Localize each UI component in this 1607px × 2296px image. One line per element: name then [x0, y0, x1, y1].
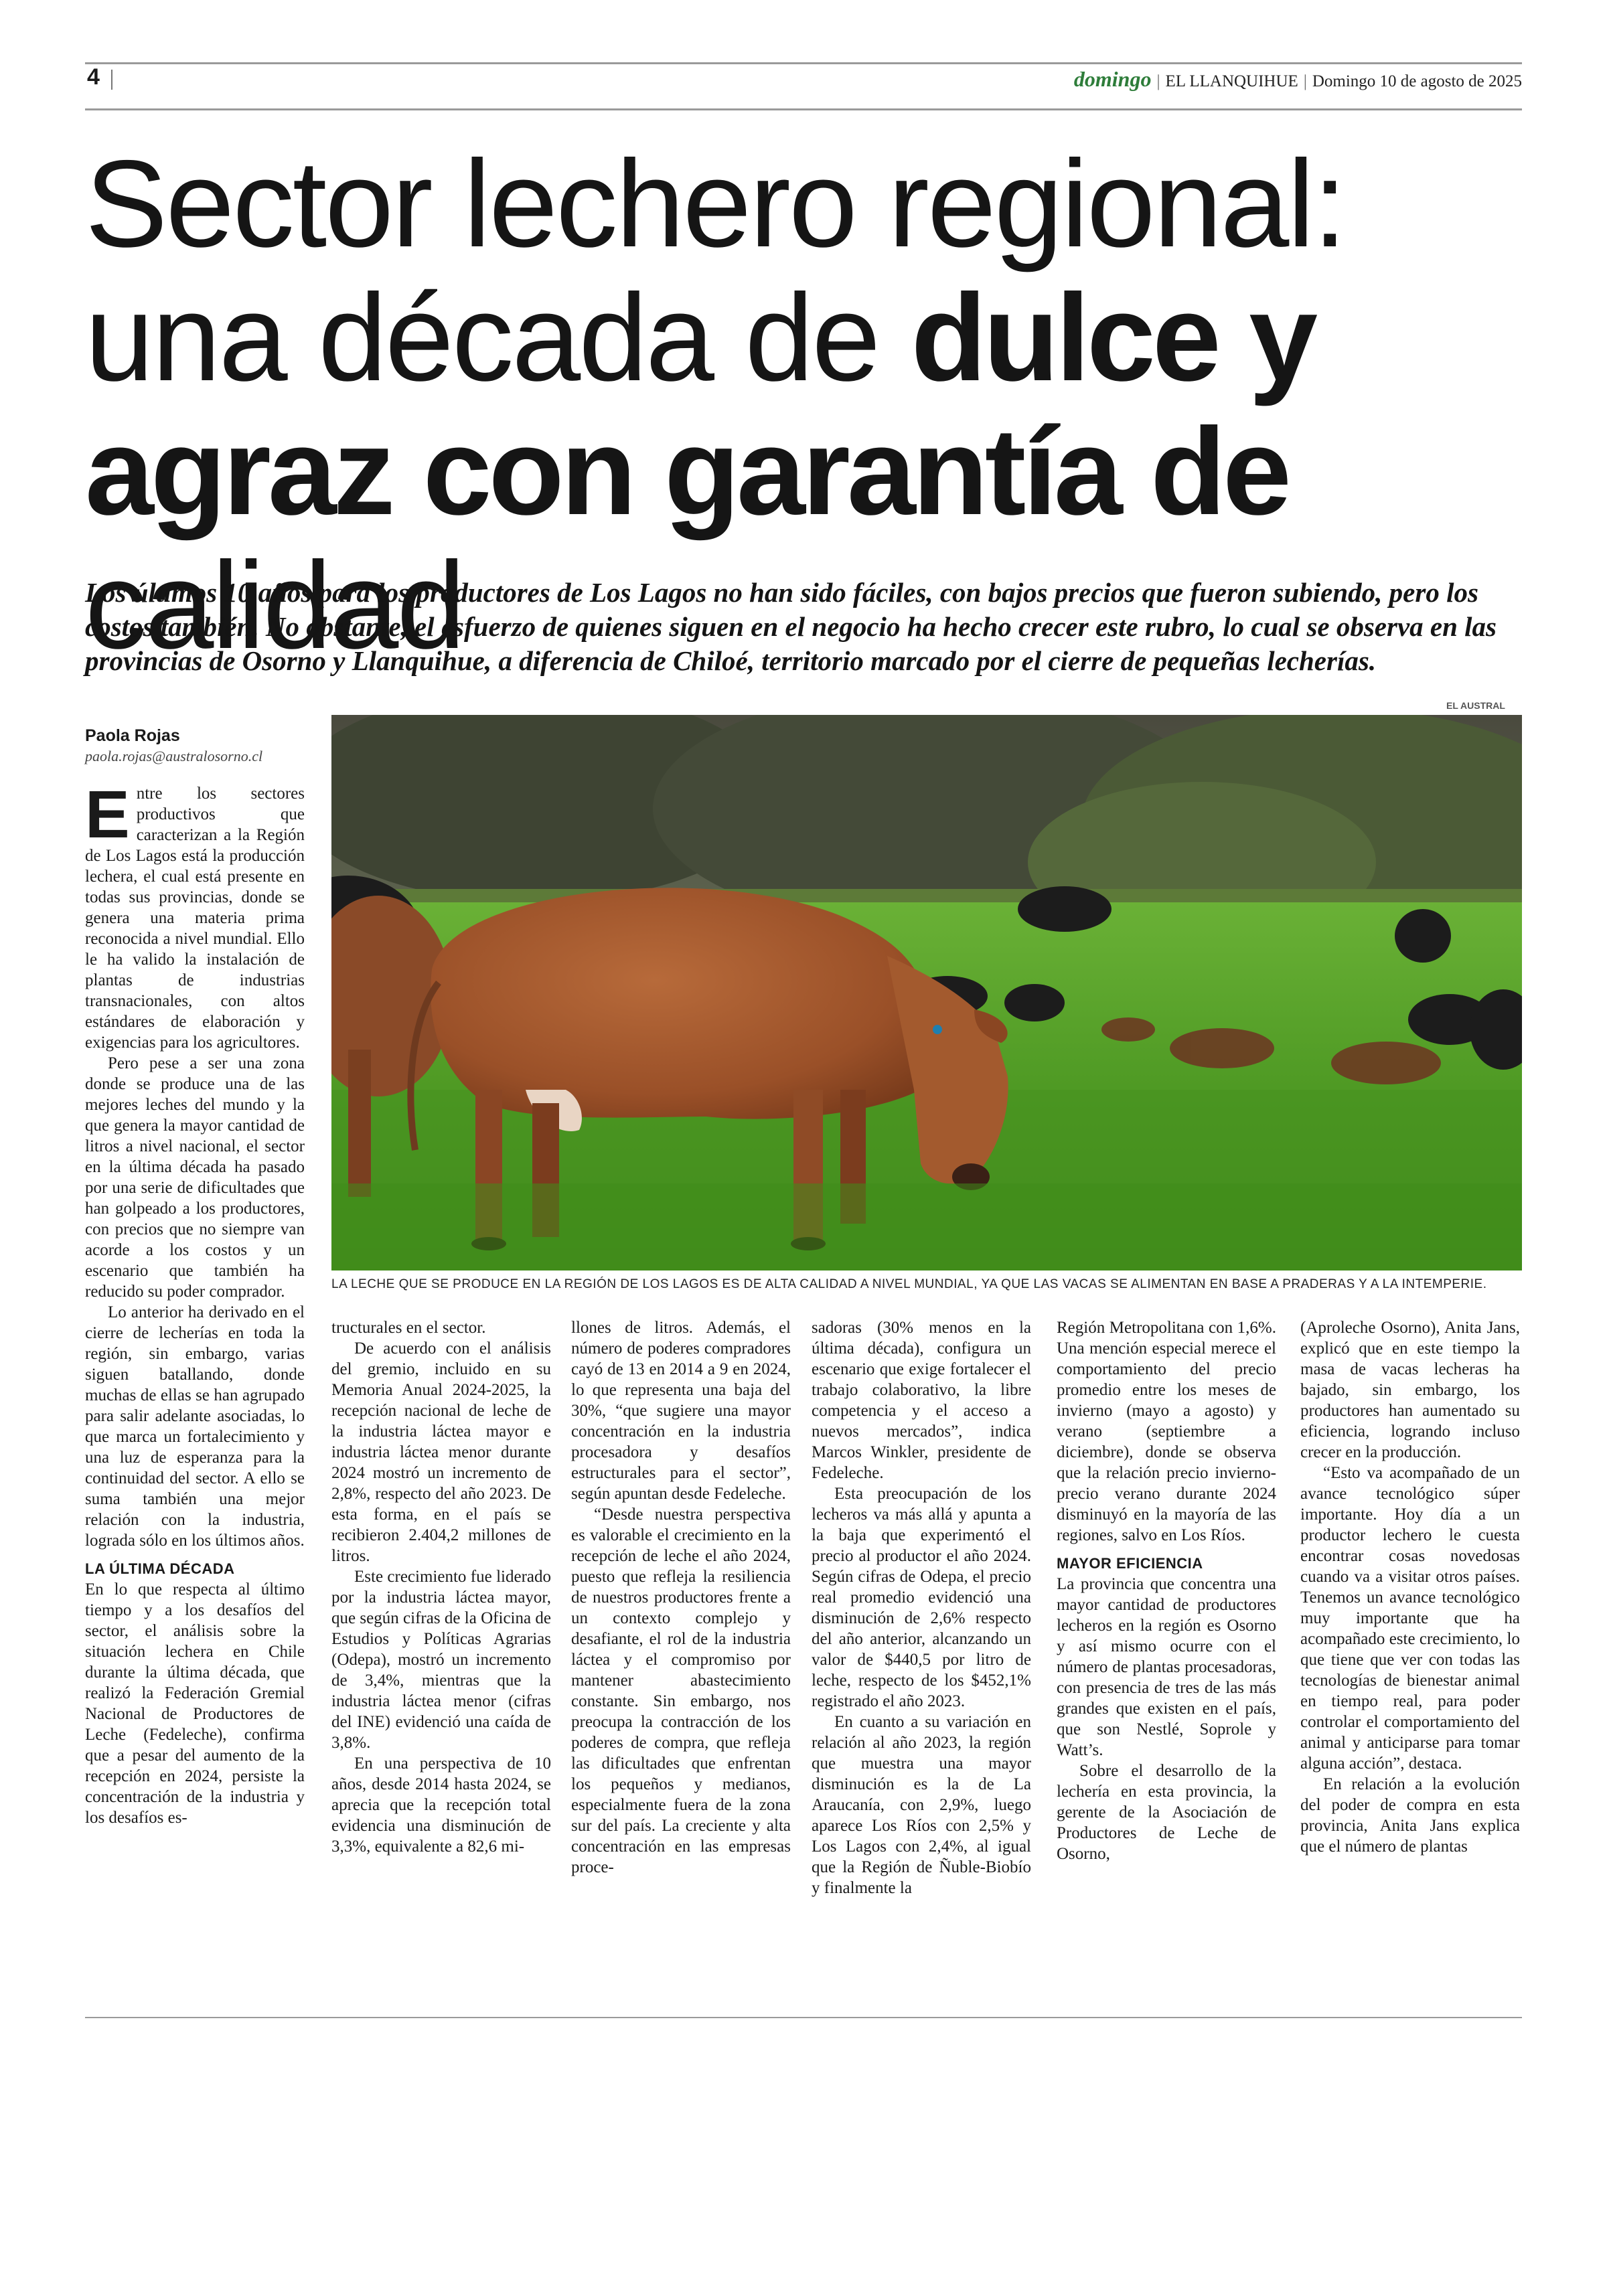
headline-part1: Sector lechero regional: una década de — [85, 135, 1345, 407]
paragraph: “Esto va acompañado de un avance tecnológico súper importante. Hoy día a un productor lechero le cuesta encontrar cosas novedosas cuando va a visitar otros países. Tenemos un avance tecnológico muy importante que ha acompañado este crecimiento, lo que tiene que ver con todas las tecnologías de bienestar animal en tiempo real, para poder controlar el comportamiento del animal y anticiparse para tomar alguna acción”, destaca. — [1300, 1464, 1520, 1773]
page-number: 4 — [87, 64, 100, 90]
paragraph: Región Metropolitana con 1,6%. Una mención especial merece el comportamiento del precio promedio entre los meses de invierno (mayo a agosto) y verano (septiembre a diciembre), donde se observa que la relación precio invierno-precio verano durante 2024 disminuyó en la mayoría de las regiones, salvo en Los Ríos. — [1057, 1319, 1276, 1544]
paragraph: Esta preocupación de los lecheros va más allá y apunta a la baja que experimentó el precio al productor el año 2024. Según cifras de Odepa, el precio real promedio evidenció una disminución de 2,6% respecto del año anterior, alcanzando un valor de $440,5 por litro de leche, respecto de los $452,1% registrado el año 2023. — [812, 1485, 1031, 1710]
paragraph: La provincia que concentra una mayor cantidad de productores lecheros en la región es Osorno y así mismo ocurre con el número de plantas procesadoras, con presencia de tres de las más grandes que existen en el país, que son Nestlé, Soprole y Watt’s. — [1057, 1575, 1276, 1759]
paragraph: Este crecimiento fue liderado por la industria láctea mayor, que según cifras de la Oficina de Estudios y Políticas Agrarias (Odepa), mostró un incremento de 3,4%, mientras que la industria láctea menor (cifras del INE) evidenció una caída de 3,8%. — [331, 1568, 551, 1752]
paragraph: llones de litros. Además, el número de poderes compradores cayó de 13 en 2014 a 9 en 2024, lo que representa una baja del 30%, “que sugiere una mayor concentración en la industria procesadora y desafíos estructurales para el sector”, según apuntan desde Fedeleche. — [571, 1319, 791, 1503]
subheading: MAYOR EFICIENCIA — [1057, 1555, 1203, 1572]
paragraph: “Desde nuestra perspectiva es valorable el crecimiento en la recepción de leche el año 2024, puesto que refleja la resiliencia de nuestros productores frente a un contexto complejo y desafiante, el rol de la industria láctea y el compromiso por mantener abastecimiento constante. Sin embargo, nos preocupa la contracción de los poderes de compra, que refleja las dificultades que enfrentan los pequeños y medianos, especialmente fuera de la zona sur del país. La creciente y alta concentración en las empresas proce- — [571, 1505, 791, 1876]
paragraph: En cuanto a su variación en relación al año 2023, la región que muestra una mayor disminución es la de La Araucanía, con 2,9%, luego aparece Los Ríos con 2,5% y Los Lagos con 2,4%, al igual que la Región de Ñuble-Biobío y finalmente la — [812, 1713, 1031, 1897]
paragraph: En una perspectiva de 10 años, desde 2014 hasta 2024, se aprecia que la recepción total evidencia una disminución de 3,3%, equivalente a 82,6 mi- — [331, 1754, 551, 1856]
paragraph: De acuerdo con el análisis del gremio, incluido en su Memoria Anual 2024-2025, la recepción nacional de leche de la industria láctea mayor e industria láctea menor durante 2024 mostró un incremento de 2,8%, respecto del año 2023. De esta forma, en el país se recibieron 2.404,2 millones de litros. — [331, 1339, 551, 1565]
header-rule — [85, 108, 1522, 110]
publication-name: EL LLANQUIHUE — [1165, 72, 1298, 90]
article-column-3 — [571, 1317, 791, 1878]
headline-part2: dulce y agraz con garantía de — [85, 269, 1315, 541]
paragraph-text: ntre los sectores productivos que caracterizan a la Región de Los Lagos está la producción lechera, el cual está presente en todas sus provincias, donde se genera una materia prima reconocida a nivel mundial. Ello le ha valido la instalación de plantas de industrias transnacionales, con altos estándares de elaboración y exigencias para los agricultores. — [85, 785, 305, 1052]
paragraph: tructurales en el sector. — [331, 1319, 486, 1337]
bottom-rule — [85, 2017, 1522, 2018]
header-masthead: domingo | EL LLANQUIHUE | Domingo 10 de agosto de 2025 — [1073, 67, 1522, 91]
headline-part3: calidad — [85, 537, 464, 675]
photo-caption: LA LECHE QUE SE PRODUCE EN LA REGIÓN DE LOS LAGOS ES DE ALTA CALIDAD A NIVEL MUNDIAL, YA QUE LAS VACAS SE ALIMENTAN EN BASE A PRADERAS Y A LA INTEMPERIE. — [331, 1277, 1487, 1291]
paragraph — [85, 777, 305, 1053]
paragraph: Pero pese a ser una zona donde se produce una de las mejores leches del mundo y la que genera la mayor cantidad de litros a nivel nacional, el sector en la última década ha pasado por una serie de dificultades que han golpeado a los productores, con precios que no siempre van acorde a los costos y un escenario que también ha reducido su poder comprador. — [85, 1054, 305, 1301]
byline-name: Paola Rojas — [85, 726, 180, 745]
byline-email: paola.rojas@australosorno.cl — [85, 748, 263, 764]
section-name: domingo — [1073, 67, 1152, 91]
paragraph: (Aproleche Osorno), Anita Jans, explicó que en este tiempo la masa de vacas lecheras ha bajado, sin embargo, los productores han aumentado su eficiencia, logrando incluso crecer en la producción. — [1300, 1319, 1520, 1461]
article-column-4 — [812, 1317, 1031, 1898]
photo-credit: EL AUSTRAL — [1446, 700, 1505, 711]
paragraph: Lo anterior ha derivado en el cierre de lecherías en toda la región, sin embargo, varias siguen batallando, donde muchas de ellas se han agrupado para salir adelante asociadas, lo que marca un fortalecimiento y una luz de esperanza para la continuidad del sector. A ello se suma también una mejor relación con la industria, lograda sólo en los últimos años. — [85, 1303, 305, 1550]
article-column-1 — [85, 777, 305, 1828]
top-rule — [85, 62, 1522, 64]
article-deck: Los últimos 10 años para los productores de Los Lagos no han sido fáciles, con bajos precios que fueron subiendo, pero los costos también. No obstante, el esfuerzo de quienes siguen en el negocio ha hecho crecer este rubro, lo cual se observa en las provincias de Osorno y Llanquihue, a diferencia de Chiloé, territorio marcado por el cierre de pequeñas lecherías. — [85, 577, 1497, 676]
subheading: LA ÚLTIMA DÉCADA — [85, 1560, 235, 1577]
cow-pasture-photo — [331, 715, 1522, 1270]
issue-date: Domingo 10 de agosto de 2025 — [1312, 72, 1522, 90]
paragraph: sadoras (30% menos en la última década), configura un escenario que exige fortalecer el trabajo colaborativo, la libre competencia y el acceso a nuevos mercados”, indica Marcos Winkler, presidente de Fedeleche. — [812, 1319, 1031, 1482]
photo-illustration — [331, 715, 1522, 1270]
paragraph: En relación a la evolución del poder de compra en esta provincia, Anita Jans explica que el número de plantas — [1300, 1775, 1520, 1856]
drop-cap: E — [85, 777, 130, 852]
paragraph: En lo que respecta al último tiempo y a los desafíos del sector, el análisis sobre la situación lechera en Chile durante la última década, que realizó la Federación Gremial Nacional de Productores de Leche (Fedeleche), confirma que a pesar del aumento de la recepción en 2024, persiste la concentración de la industria y los desafíos es- — [85, 1580, 305, 1827]
paragraph: Sobre el desarrollo de la lechería en esta provincia, la gerente de la Asociación de Productores de Leche de Osorno, — [1057, 1762, 1276, 1863]
article-column-5 — [1057, 1317, 1276, 1864]
article-column-6 — [1300, 1317, 1520, 1857]
article-column-2 — [331, 1317, 551, 1857]
header-divider — [111, 70, 112, 90]
